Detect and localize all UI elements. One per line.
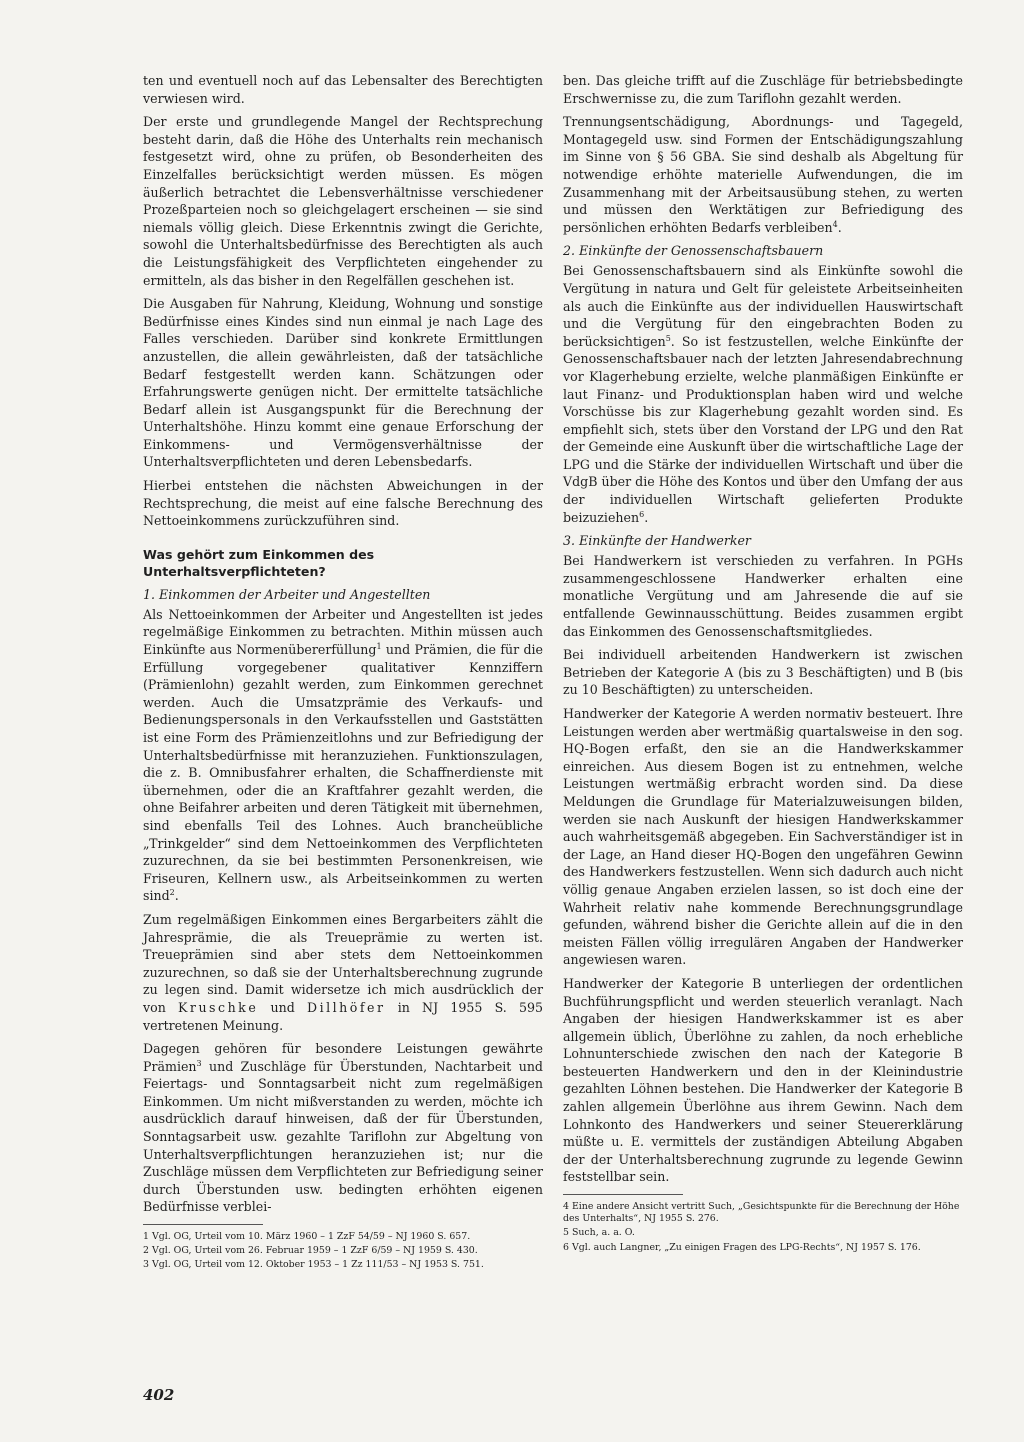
paragraph: Trennungsentschädigung, Abordnungs- und Tagegeld, Montagegeld usw. sind Formen der Entschädigungszahlung im Sinne von § 56 GBA. Sie sind deshalb als Abgeltung für notwendige erhöhte materielle Aufwendungen, die im Zusammenhang mit der Arbeitsausübung stehen, zu werten und müssen den Werktätigen zur Befriedigung des persönlichen erhöhten Bedarfs verbleiben$^4$. xyxy=(563,114,963,235)
paragraph: Als Nettoeinkommen der Arbeiter und Angestellten ist jedes regelmäßige Einkommen zu betrachten. Mithin müssen auch Einkünfte aus Normenübererfüllung$^1$ und Prämien, die für die Erfüllung vorgegebener qualitativer Kennziffern (Prämienlohn) gezahlt werden, zum Einkommen gerechnet werden. Auch die Umsatzprämie des Verkaufs- und Bedienungspersonals in den Verkaufsstellen und Gaststätten ist eine Form des Prämienzeitlohns und zur Befriedigung der Unterhaltsbedürfnisse mit heranzuziehen. Funktionszulagen, die z. B. Omnibusfahrer erhalten, die Schaffnerdienste mit übernehmen, oder die an Kraftfahrer gezahlt werden, die ohne Beifahrer arbeiten und deren Tätigkeit mit übernehmen, sind ebenfalls Teil des Lohnes. Auch brancheübliche „Trinkgelder“ sind dem Nettoeinkommen des Verpflichteten zuzurechnen, da sie bei bestimmten Personenkreisen, wie Friseuren, Kellnern usw., als Arbeitseinkommen zu werten sind$^2$. xyxy=(143,606,544,904)
paragraph: Hierbei entstehen die nächsten Abweichungen in der Rechtsprechung, die meist auf eine falsche Berechnung des Nettoeinkommens zurückzuführen sind. xyxy=(143,478,543,529)
paragraph: Handwerker der Kategorie A werden normativ besteuert. Ihre Leistungen werden aber wertmäßig quartalsweise in den sog. HQ-Bogen erfaßt, den sie an die Handwerkskammer einreichen. Aus diesem Bogen ist zu entnehmen, welche Leistungen wertmäßig erbracht worden sind. Da diese Meldungen die Grundlage für Materialzuweisungen bilden, werden sie nach Auskunft der hiesigen Handwerkskammer auch wahrheitsgemäß abgegeben. Ein Sachverständiger ist in der Lage, an Hand dieser HQ-Bogen den ungefähren Gewinn des Handwerkers festzustellen. Wenn sich dadurch auch nicht völlig genaue Angaben erzielen lassen, so ist doch eine der Wahrheit relativ nahe kommende Berechnungsgrundlage gefunden, während bisher die Gerichte allein auf die in den meisten Fällen völlig irregulären Angaben der Handwerker angewiesen waren. xyxy=(563,706,963,968)
footnote: 2 Vgl. OG, Urteil vom 26. Februar 1959 – 1 ZzF 6/59 – NJ 1959 S. 430. xyxy=(143,1245,478,1257)
left-column xyxy=(143,72,543,1274)
footnote: 1 Vgl. OG, Urteil vom 10. März 1960 – 1 ZzF 54/59 – NJ 1960 S. 657. xyxy=(143,1231,471,1243)
paragraph: ben. Das gleiche trifft auf die Zuschläge für betriebsbedingte Erschwernisse zu, die zum Tariflohn gezahlt werden. xyxy=(563,73,963,106)
paragraph: Bei Genossenschaftsbauern sind als Einkünfte sowohl die Vergütung in natura und Gelt für geleistete Arbeitseinheiten als auch die Einkünfte aus der individuellen Hauswirtschaft und die Vergütung für den eingebrachten Boden zu berücksichtigen$^5$. So ist festzustellen, welche Einkünfte der Genossenschaftsbauer nach der letzten Jahresendabrechnung vor Klagerhebung erzielte, welche planmäßigen Einkünfte er laut Finanz- und Produktionsplan haben wird und welche Vorschüsse bis zur Klagerhebung gezahlt worden sind. Es empfiehlt sich, stets über den Vorstand der LPG und den Rat der Gemeinde eine Auskunft über die wirtschaftliche Lage der LPG und die Stärke der individuellen Wirtschaft und über die VdgB über die Höhe des Kontos und über den Umfang der aus der individuellen Wirtschaft gelieferten Produkte beizuziehen$^6$. xyxy=(563,263,963,525)
subsection-heading: 2. Einkünfte der Genossenschaftsbauern xyxy=(563,243,824,259)
footnote: 4 Eine andere Ansicht vertritt Such, „Gesichtspunkte für die Berechnung der Höhe des Unterhalts“, NJ 1955 S. 276. xyxy=(563,1201,960,1225)
paragraph: Bei individuell arbeitenden Handwerkern ist zwischen Betrieben der Kategorie A (bis zu 3 Beschäftigten) und B (bis zu 10 Beschäftigten) zu unterscheiden. xyxy=(563,647,963,698)
paragraph: Handwerker der Kategorie B unterliegen der ordentlichen Buchführungspflicht und werden steuerlich veranlagt. Nach Angaben der hiesigen Handwerkskammer ist es aber allgemein üblich, Überlöhne zu zahlen, da noch erhebliche Lohnunterschiede zwischen den nach der Kategorie B besteuerten Handwerkern und den in der Kleinindustrie gezahlten Löhnen bestehen. Die Handwerker der Kategorie B zahlen allgemein Überlöhne aus ihrem Gewinn. Nach dem Lohnkonto des Handwerkers und seiner Steuererklärung müßte u. E. vermittels der zuständigen Abteilung Abgaben der der Unterhaltsberechnung zugrunde zu legende Gewinn feststellbar sein. xyxy=(563,975,963,1185)
paragraph: Die Ausgaben für Nahrung, Kleidung, Wohnung und sonstige Bedürfnisse eines Kindes sind nun einmal je nach Lage des Falles verschieden. Darüber sind konkrete Ermittlungen anzustellen, die allein gewährleisten, daß der tatsächliche Bedarf festgestellt werden kann. Schätzungen oder Erfahrungswerte genügen nicht. Der ermittelte tatsächliche Bedarf allein ist Ausgangspunkt für die Berechnung der Unterhaltshöhe. Hinzu kommt eine genaue Erforschung der Einkommens- und Vermögensverhältnisse der Unterhaltsverpflichteten und deren Lebensbedarfs. xyxy=(143,296,543,470)
author-name: Dillhöfer xyxy=(306,999,386,1015)
footnote: 3 Vgl. OG, Urteil vom 12. Oktober 1953 – 1 Zz 111/53 – NJ 1953 S. 751. xyxy=(143,1259,484,1271)
footnote: 6 Vgl. auch Langner, „Zu einigen Fragen des LPG-Rechts“, NJ 1957 S. 176. xyxy=(563,1241,921,1253)
footnote-ref: 6 xyxy=(639,509,645,519)
paragraph: Zum regelmäßigen Einkommen eines Bergarbeiters zählt die Jahresprämie, die als Treueprämie zu werten ist. Treueprämien sind aber stets dem Nettoeinkommen zuzurechnen, so daß sie der Unterhaltsberechnung zugrunde zu legen sind. Damit widersetze ich mich ausdrücklich der von Kruschke und Dillhöfer in NJ 1955 S. 595 vertretenen Meinung. xyxy=(143,911,543,1033)
page-number: 402 xyxy=(143,1386,175,1404)
subsection-heading: 3. Einkünfte der Handwerker xyxy=(563,533,751,549)
author-name: Kruschke xyxy=(178,999,259,1015)
paragraph: Dagegen gehören für besondere Leistungen gewährte Prämien$^3$ und Zuschläge für Überstunden, Nachtarbeit und Feiertags- und Sonntagsarbeit nicht zum regelmäßigen Einkommen. Um nicht mißverstanden zu werden, möchte ich ausdrücklich darauf hinweisen, daß der für Überstunden, Sonntagsarbeit usw. gezahlte Tariflohn zur Abgeltung von Unterhaltsverpflichtungen heranzuziehen ist; nur die Zuschläge müssen dem Verpflichteten zur Befriedigung seiner durch Überstunden usw. bedingten erhöhten eigenen Bedürfnisse verblei- xyxy=(143,1041,543,1215)
footnote-ref: 2 xyxy=(169,888,175,898)
footnote-ref: 3 xyxy=(196,1058,202,1068)
footnote-divider xyxy=(143,1224,263,1225)
paragraph: Bei Handwerkern ist verschieden zu verfahren. In PGHs zusammengeschlossene Handwerker erhalten eine monatliche Vergütung und am Jahresende die auf sie entfallende Gewinnausschüttung. Beides zusammen ergibt das Einkommen des Genossenschaftsmitgliedes. xyxy=(563,553,963,639)
footnote-ref: 1 xyxy=(376,641,382,651)
paragraph: Der erste und grundlegende Mangel der Rechtsprechung besteht darin, daß die Höhe des Unterhalts rein mechanisch festgesetzt wird, ohne zu prüfen, ob Besonderheiten des Einzelfalles berücksichtigt werden müssen. Es mögen äußerlich betrachtet die Lebensverhältnisse verschiedener Prozeßparteien noch so gleichgelagert erscheinen — sie sind niemals völlig gleich. Diese Erkenntnis zwingt die Gerichte, sowohl die Unterhaltsbedürfnisse des Berechtigten als auch die Leistungsfähigkeit des Verpflichteten eingehender zu ermitteln, als das bisher in den Regelfällen geschehen ist. xyxy=(143,114,543,288)
paragraph: ten und eventuell noch auf das Lebensalter des Berechtigten verwiesen wird. xyxy=(143,73,543,106)
right-column xyxy=(563,72,963,1256)
subsection-heading: 1. Einkommen der Arbeiter und Angestellten xyxy=(143,586,431,602)
footnote-ref: 4 xyxy=(832,219,838,229)
section-heading: Was gehört zum Einkommen des Unterhaltsverpflichteten? xyxy=(143,546,375,579)
footnote-divider xyxy=(563,1194,683,1195)
footnote-ref: 5 xyxy=(665,333,671,343)
footnote: 5 Such, a. a. O. xyxy=(563,1227,635,1239)
